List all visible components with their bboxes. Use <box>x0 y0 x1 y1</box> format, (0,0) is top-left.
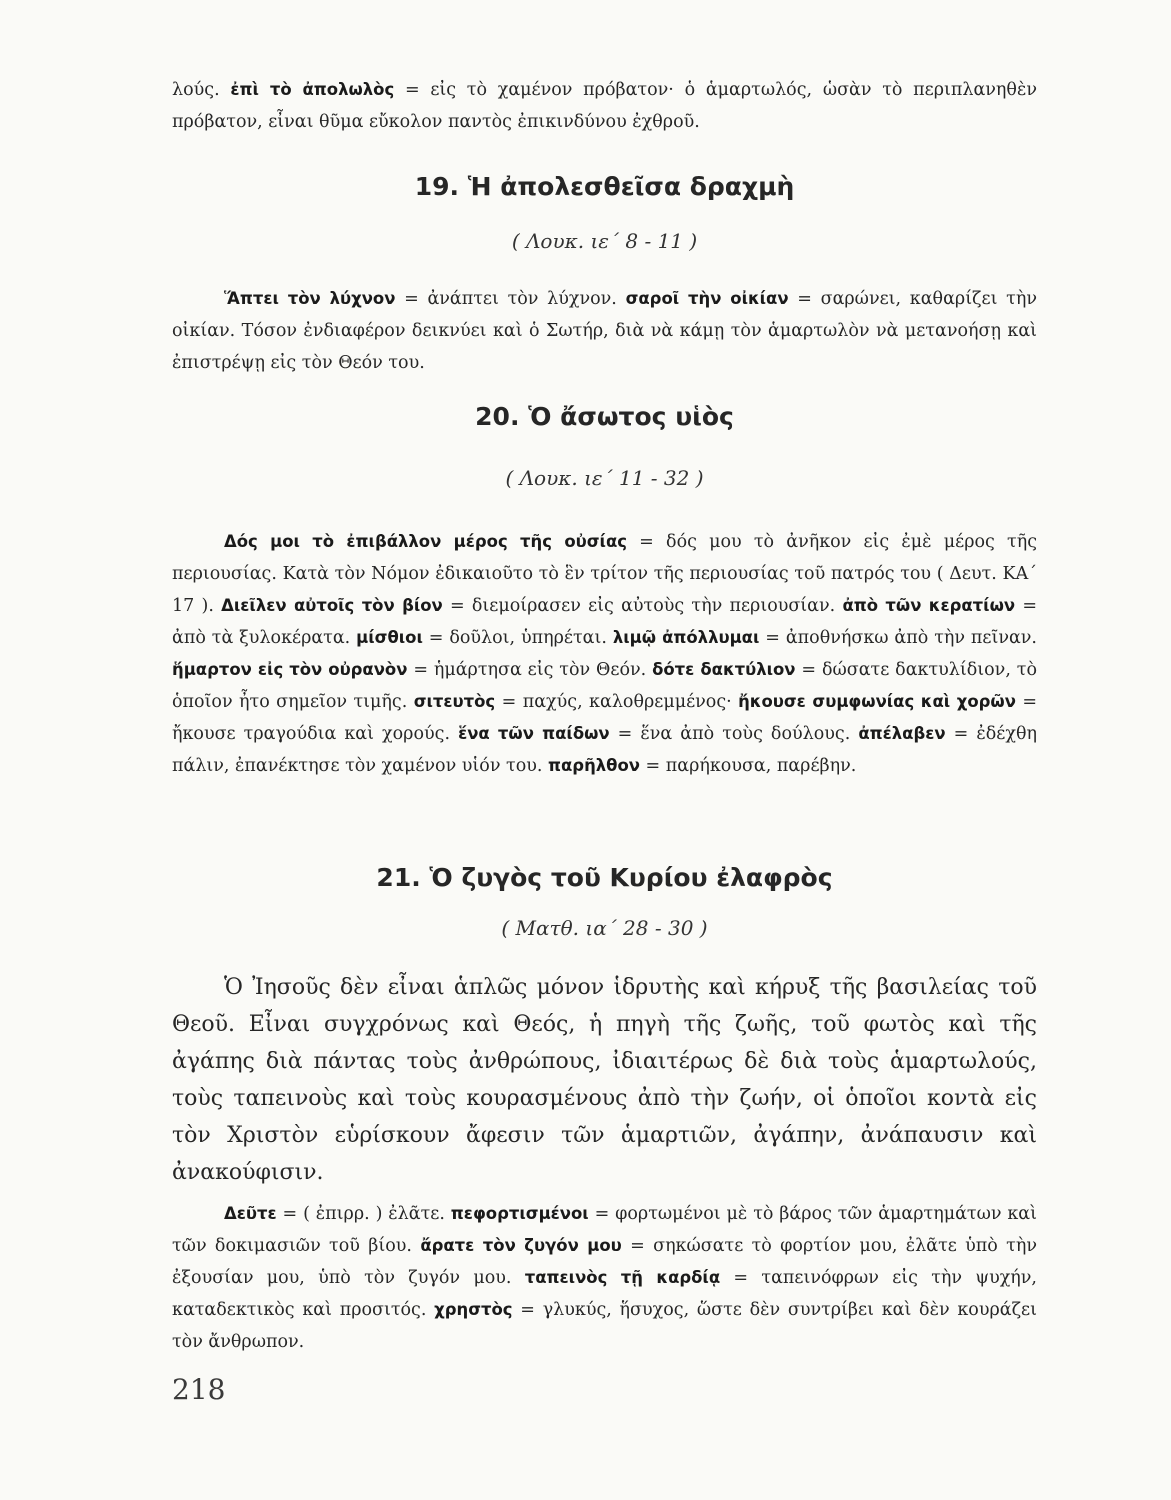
definition: = σαρώνει, καθαρίζει τὴν οἰκίαν. Τόσον ἐνδιαφέρον δεικνύει καὶ ὁ Σωτήρ, διὰ νὰ κάμῃ τὸν ἁμαρτωλὸν νὰ μετανοήσῃ καὶ ἐπιστρέψῃ εἰς τὸν Θεόν του. <box>172 289 1037 373</box>
definition: = ἀποθνήσκω ἀπὸ τὴν πεῖναν. <box>759 628 1037 648</box>
definition: = ἐδέχθη πάλιν, ἐπανέκτησε τὸν χαμένον υἱόν του. <box>172 724 1037 776</box>
term: Ἅπτει τὸν λύχνον <box>224 289 396 308</box>
definition: = ( ἐπιρρ. ) ἐλᾶτε. <box>276 1204 451 1224</box>
definition: = ἀνάπτει τὸν λύχνον. <box>395 289 626 309</box>
definition: = σηκώσατε τὸ φορτίον μου, ἐλᾶτε ὑπὸ τὴν ἐξουσίαν μου, ὑπὸ τὸν ζυγόν μου. <box>172 1236 1037 1288</box>
definition: = δοῦλοι, ὑπηρέται. <box>422 628 613 648</box>
definition: = ἕνα ἀπὸ τοὺς δούλους. <box>609 724 859 744</box>
definition: = φορτωμένοι μὲ τὸ βάρος τῶν ἁμαρτημάτων καὶ τῶν δοκιμασιῶν τοῦ βίου. <box>172 1204 1037 1256</box>
section-21-reference: ( Ματθ. ια΄ 28 - 30 ) <box>501 916 708 940</box>
term: παρῆλθον <box>548 756 640 775</box>
term: ἥμαρτον εἰς τὸν οὐρανὸν <box>172 660 408 679</box>
definition: = ἡμάρτησα εἰς τὸν Θεόν. <box>407 660 653 680</box>
section-20-title: 20. Ὁ ἄσωτος υἱὸς <box>475 402 734 431</box>
page-number: 218 <box>172 1373 226 1406</box>
definition: = διεμοίρασεν εἰς αὐτοὺς τὴν περιουσίαν. <box>442 596 843 616</box>
definition: = εἰς τὸ χαμένον πρόβατον· ὁ ἁμαρτωλός, ὡσὰν τὸ περιπλανηθὲν πρόβατον, εἶναι θῦμα εὔκολον παντὸς ἐπικινδύνου ἐχθροῦ. <box>172 80 1037 132</box>
section-20-reference: ( Λουκ. ιε΄ 11 - 32 ) <box>505 466 704 490</box>
term: ἀπὸ τῶν κερατίων <box>842 596 1016 615</box>
section-20-glossary <box>172 526 1037 782</box>
section-19-reference: ( Λουκ. ιε΄ 8 - 11 ) <box>511 229 698 253</box>
intro-paragraph <box>172 74 1037 138</box>
term: ἐπὶ τὸ ἀπολωλὸς <box>230 80 395 99</box>
term: Διεῖλεν αὐτοῖς τὸν βίον <box>221 596 443 615</box>
section-21-body <box>172 969 1037 1191</box>
term: ἕνα τῶν παίδων <box>458 724 610 743</box>
definition: = δώσατε δακτυλίδιον, τὸ ὁποῖον ἦτο σημεῖον τιμῆς. <box>172 660 1037 712</box>
term: ταπεινὸς τῇ καρδίᾳ <box>524 1268 721 1287</box>
section-19-title: 19. Ἡ ἀπολεσθεῖσα δραχμὴ <box>414 172 795 201</box>
definition: = δός μου τὸ ἀνῆκον εἰς ἐμὲ μέρος τῆς περιουσίας. Κατὰ τὸν Νόμον ἐδικαιοῦτο τὸ ἓν τρίτον τῆς περιουσίας τοῦ πατρός του ( Δευτ. ΚΑ΄ 17 ). <box>172 532 1037 616</box>
definition: = ἀπὸ τὰ ξυλοκέρατα. <box>172 596 1037 648</box>
definition: = παρήκουσα, παρέβην. <box>639 756 857 776</box>
definition: = ταπεινόφρων εἰς τὴν ψυχήν, καταδεκτικὸς καὶ προσιτός. <box>172 1268 1037 1320</box>
term: μίσθιοι <box>356 628 423 647</box>
term: ἄρατε τὸν ζυγόν μου <box>420 1236 622 1255</box>
term: Δός μοι τὸ ἐπιβάλλον μέρος τῆς οὐσίας <box>224 532 627 551</box>
term: δότε δακτύλιον <box>652 660 796 679</box>
term: Δεῦτε <box>224 1204 277 1223</box>
definition: = ἤκουσε τραγούδια καὶ χορούς. <box>172 692 1037 744</box>
term: σαροῖ τὴν οἰκίαν <box>625 289 789 308</box>
term: πεφορτισμένοι <box>450 1204 589 1223</box>
lead-text: λούς. <box>172 80 220 100</box>
definition: = παχύς, καλοθρεμμένος· <box>495 692 739 712</box>
section-19-glossary <box>172 283 1037 379</box>
body-paragraph: Ὁ Ἰησοῦς δὲν εἶναι ἁπλῶς μόνον ἱδρυτὴς καὶ κήρυξ τῆς βασιλείας τοῦ Θεοῦ. Εἶναι συγχρόνως καὶ Θεός, ἡ πηγὴ τῆς ζωῆς, τοῦ φωτὸς καὶ τῆς ἀγάπης διὰ πάντας τοὺς ἀνθρώπους, ἰδιαιτέρως δὲ διὰ τοὺς ἁμαρτωλούς, τοὺς ταπεινοὺς καὶ τοὺς κουρασμένους ἀπὸ τὴν ζωήν, οἱ ὁποῖοι κοντὰ εἰς τὸν Χριστὸν εὑρίσκουν ἄφεσιν τῶν ἁμαρτιῶν, ἀγάπην, ἀνάπαυσιν καὶ ἀνακούφισιν. <box>172 975 1037 1185</box>
term: σιτευτὸς <box>413 692 496 711</box>
term: ἀπέλαβεν <box>858 724 946 743</box>
definition: = γλυκύς, ἥσυχος, ὥστε δὲν συντρίβει καὶ δὲν κουράζει τὸν ἄνθρωπον. <box>172 1300 1037 1352</box>
term: ἤκουσε συμφωνίας καὶ χορῶν <box>738 692 1016 711</box>
section-21-glossary <box>172 1198 1037 1358</box>
term: λιμῷ ἀπόλλυμαι <box>612 628 760 647</box>
term: χρηστὸς <box>434 1300 513 1319</box>
section-21-title: 21. Ὁ ζυγὸς τοῦ Κυρίου ἐλαφρὸς <box>376 863 833 892</box>
